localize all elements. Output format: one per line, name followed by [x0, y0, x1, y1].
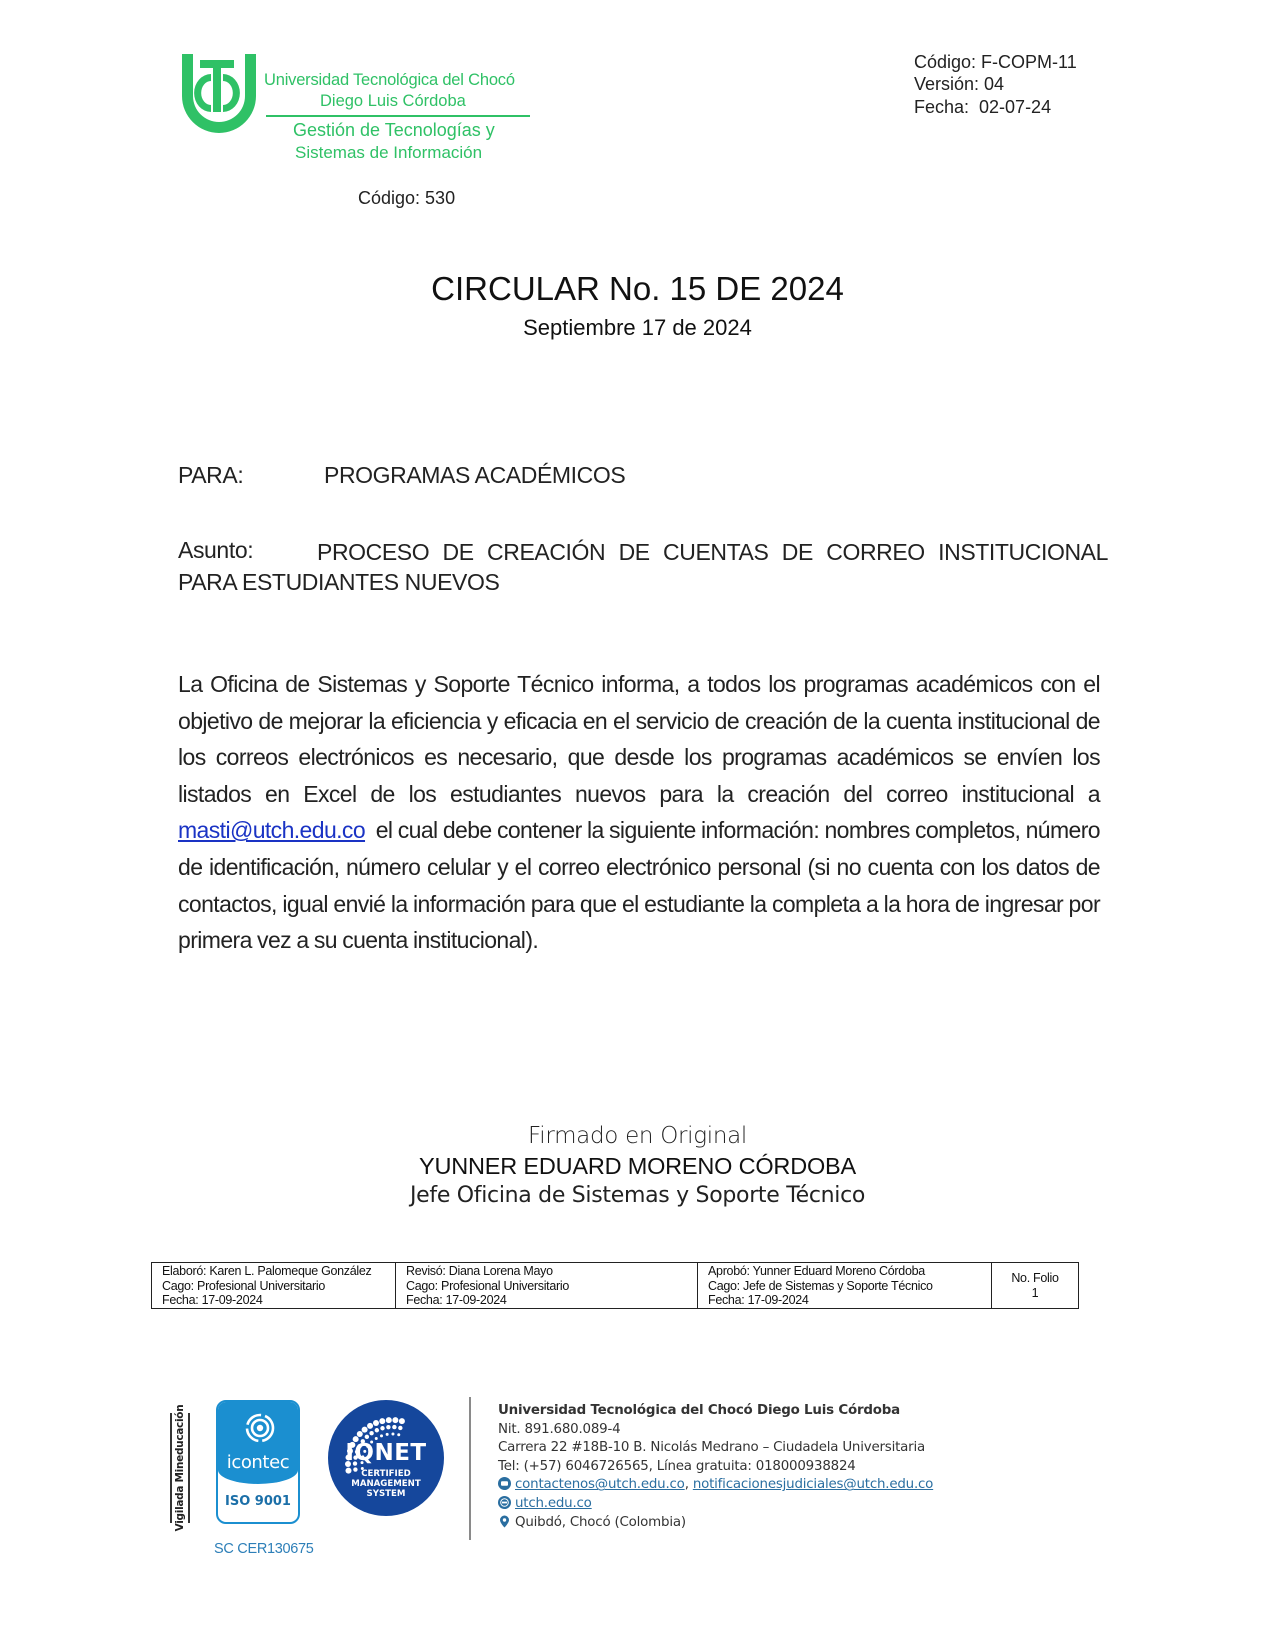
iqnet-word: IQNET — [345, 1440, 427, 1466]
prepared-by-cell — [152, 1263, 396, 1308]
circular-date: Septiembre 17 de 2024 — [523, 315, 752, 340]
recipient-label: PARA: — [178, 462, 244, 488]
contact-email-link[interactable]: contactenos@utch.edu.co — [515, 1477, 685, 1493]
icontec-word: icontec — [226, 1452, 290, 1473]
document-date: Fecha: 02-07-24 — [914, 97, 1052, 117]
icontec-icon — [244, 1412, 276, 1444]
iqnet-dot — [398, 1426, 402, 1430]
iqnet-dot — [379, 1418, 385, 1424]
approved-by-name: Aprobó: Yunner Eduard Moreno Córdoba — [708, 1264, 925, 1278]
website-link[interactable]: utch.edu.co — [515, 1495, 592, 1511]
iqnet-dot — [380, 1426, 384, 1430]
reviewed-by-cell — [396, 1263, 698, 1308]
folio-cell — [992, 1263, 1078, 1308]
body-text-after-link: el cual debe contener la siguiente información: nombres completos, número de identificación, número celular y el correo electrónico personal (si no cuenta con los datos de contactos, igual envié la información para que el estudiante la completa a la hora de ingresar por primera vez a su cuenta institucional). — [178, 817, 1106, 954]
iqnet-subtitle — [328, 1469, 444, 1499]
email-link[interactable]: masti@utch.edu.co — [178, 817, 366, 844]
iqnet-logo — [328, 1400, 444, 1516]
email-separator: , — [684, 1477, 693, 1493]
iso-standard: ISO 9001 — [225, 1494, 291, 1509]
iqnet-dot — [397, 1433, 400, 1436]
iqnet-dot — [375, 1428, 379, 1432]
legal-email-link[interactable]: notificacionesjudiciales@utch.edu.co — [692, 1477, 934, 1493]
iqnet-dot — [386, 1417, 392, 1423]
location-pin-icon — [498, 1515, 511, 1528]
dependency-code: Código: 530 — [358, 188, 456, 208]
approved-by-position: Cago: Jefe de Sistemas y Soporte Técnico — [708, 1278, 933, 1293]
folio-value: 1 — [1031, 1285, 1039, 1300]
iqnet-dot — [399, 1418, 405, 1424]
logo-divider — [266, 115, 530, 117]
prepared-by-position: Cago: Profesional Universitario — [162, 1278, 326, 1293]
utch-logo-icon — [178, 52, 260, 138]
department-line-1: Gestión de Tecnologías y — [293, 120, 495, 140]
footer-divider — [469, 1397, 471, 1540]
footer-contact-info — [498, 1402, 933, 1532]
iqnet-dot — [369, 1431, 373, 1435]
subject-value: PROCESO DE CREACIÓN DE CUENTAS DE CORREO INSTITUCIONAL PARA ESTUDIANTES NUEVOS — [178, 539, 1108, 595]
iqnet-dot — [367, 1423, 373, 1429]
approval-table — [151, 1262, 1079, 1309]
approved-by-date: Fecha: 17-09-2024 — [708, 1293, 809, 1307]
email-icon — [498, 1477, 511, 1490]
iqnet-dot — [357, 1431, 363, 1437]
document-version: Versión: 04 — [914, 74, 1005, 94]
reviewed-by-date: Fecha: 17-09-2024 — [406, 1293, 507, 1307]
web-icon — [498, 1496, 511, 1509]
body-paragraph — [178, 666, 1106, 959]
reviewed-by-position: Cago: Profesional Universitario — [406, 1278, 570, 1293]
iqnet-dot — [380, 1434, 383, 1437]
certificate-number: SC CER130675 — [214, 1541, 314, 1557]
iqnet-dot — [391, 1433, 394, 1436]
iqnet-sub-2: MANAGEMENT — [351, 1479, 421, 1489]
iqnet-dot — [386, 1433, 389, 1436]
iqnet-dot — [365, 1435, 369, 1439]
iqnet-dot — [392, 1417, 398, 1423]
iqnet-dot — [373, 1420, 379, 1426]
university-name: Universidad Tecnológica del Chocó — [264, 71, 515, 89]
iqnet-dot — [362, 1427, 368, 1433]
iqnet-sub-1: CERTIFIED — [361, 1469, 411, 1479]
recipient-value: PROGRAMAS ACADÉMICOS — [324, 462, 626, 488]
prepared-by-name: Elaboró: Karen L. Palomeque González — [162, 1264, 372, 1278]
footer-website — [498, 1495, 933, 1514]
vigilada-text: Vigilada Mineducación — [174, 1404, 186, 1532]
folio-label: No. Folio — [1011, 1271, 1059, 1285]
footer-phone: Tel: (+57) 6046726565, Línea gratuita: 018000938824 — [498, 1458, 856, 1474]
footer-university-name: Universidad Tecnológica del Chocó Diego Luis Córdoba — [498, 1403, 900, 1418]
signer-name: YUNNER EDUARD MORENO CÓRDOBA — [418, 1153, 857, 1179]
approved-by-cell — [698, 1263, 992, 1308]
iqnet-dot — [392, 1425, 396, 1429]
subject-label: Asunto: — [178, 537, 254, 563]
department-line-2: Sistemas de Información — [295, 143, 483, 162]
footer-location — [498, 1514, 933, 1533]
iqnet-dot — [386, 1425, 390, 1429]
footer-nit: Nit. 891.680.089-4 — [498, 1421, 621, 1437]
location-text: Quibdó, Chocó (Colombia) — [515, 1514, 686, 1530]
iqnet-sub-3: SYSTEM — [366, 1489, 406, 1499]
prepared-by-date: Fecha: 17-09-2024 — [162, 1293, 263, 1307]
vigilada-mineducacion-seal — [170, 1404, 190, 1532]
icontec-logo — [216, 1400, 300, 1524]
reviewed-by-name: Revisó: Diana Lorena Mayo — [406, 1264, 553, 1278]
page-title: CIRCULAR No. 15 DE 2024 — [431, 270, 844, 307]
signed-note: Firmado en Original — [527, 1123, 748, 1149]
body-text-before-link: La Oficina de Sistemas y Soporte Técnico informa, a todos los programas académicos con el objetivo de mejorar la eficiencia y eficacia en el servicio de creación de la cuenta institucional de los correos electrónicos es necesario, que desde los programas académicos se envíen los listados en Excel de los estudiantes nuevos para la creación del correo institucional a — [178, 671, 1100, 807]
signer-role: Jefe Oficina de Sistemas y Soporte Técnico — [409, 1183, 866, 1208]
footer-address: Carrera 22 #18B-10 B. Nicolás Medrano – Ciudadela Universitaria — [498, 1440, 925, 1456]
document-code: Código: F-COPM-11 — [914, 52, 1077, 72]
footer-emails — [498, 1476, 933, 1495]
university-subname: Diego Luis Córdoba — [320, 92, 466, 110]
